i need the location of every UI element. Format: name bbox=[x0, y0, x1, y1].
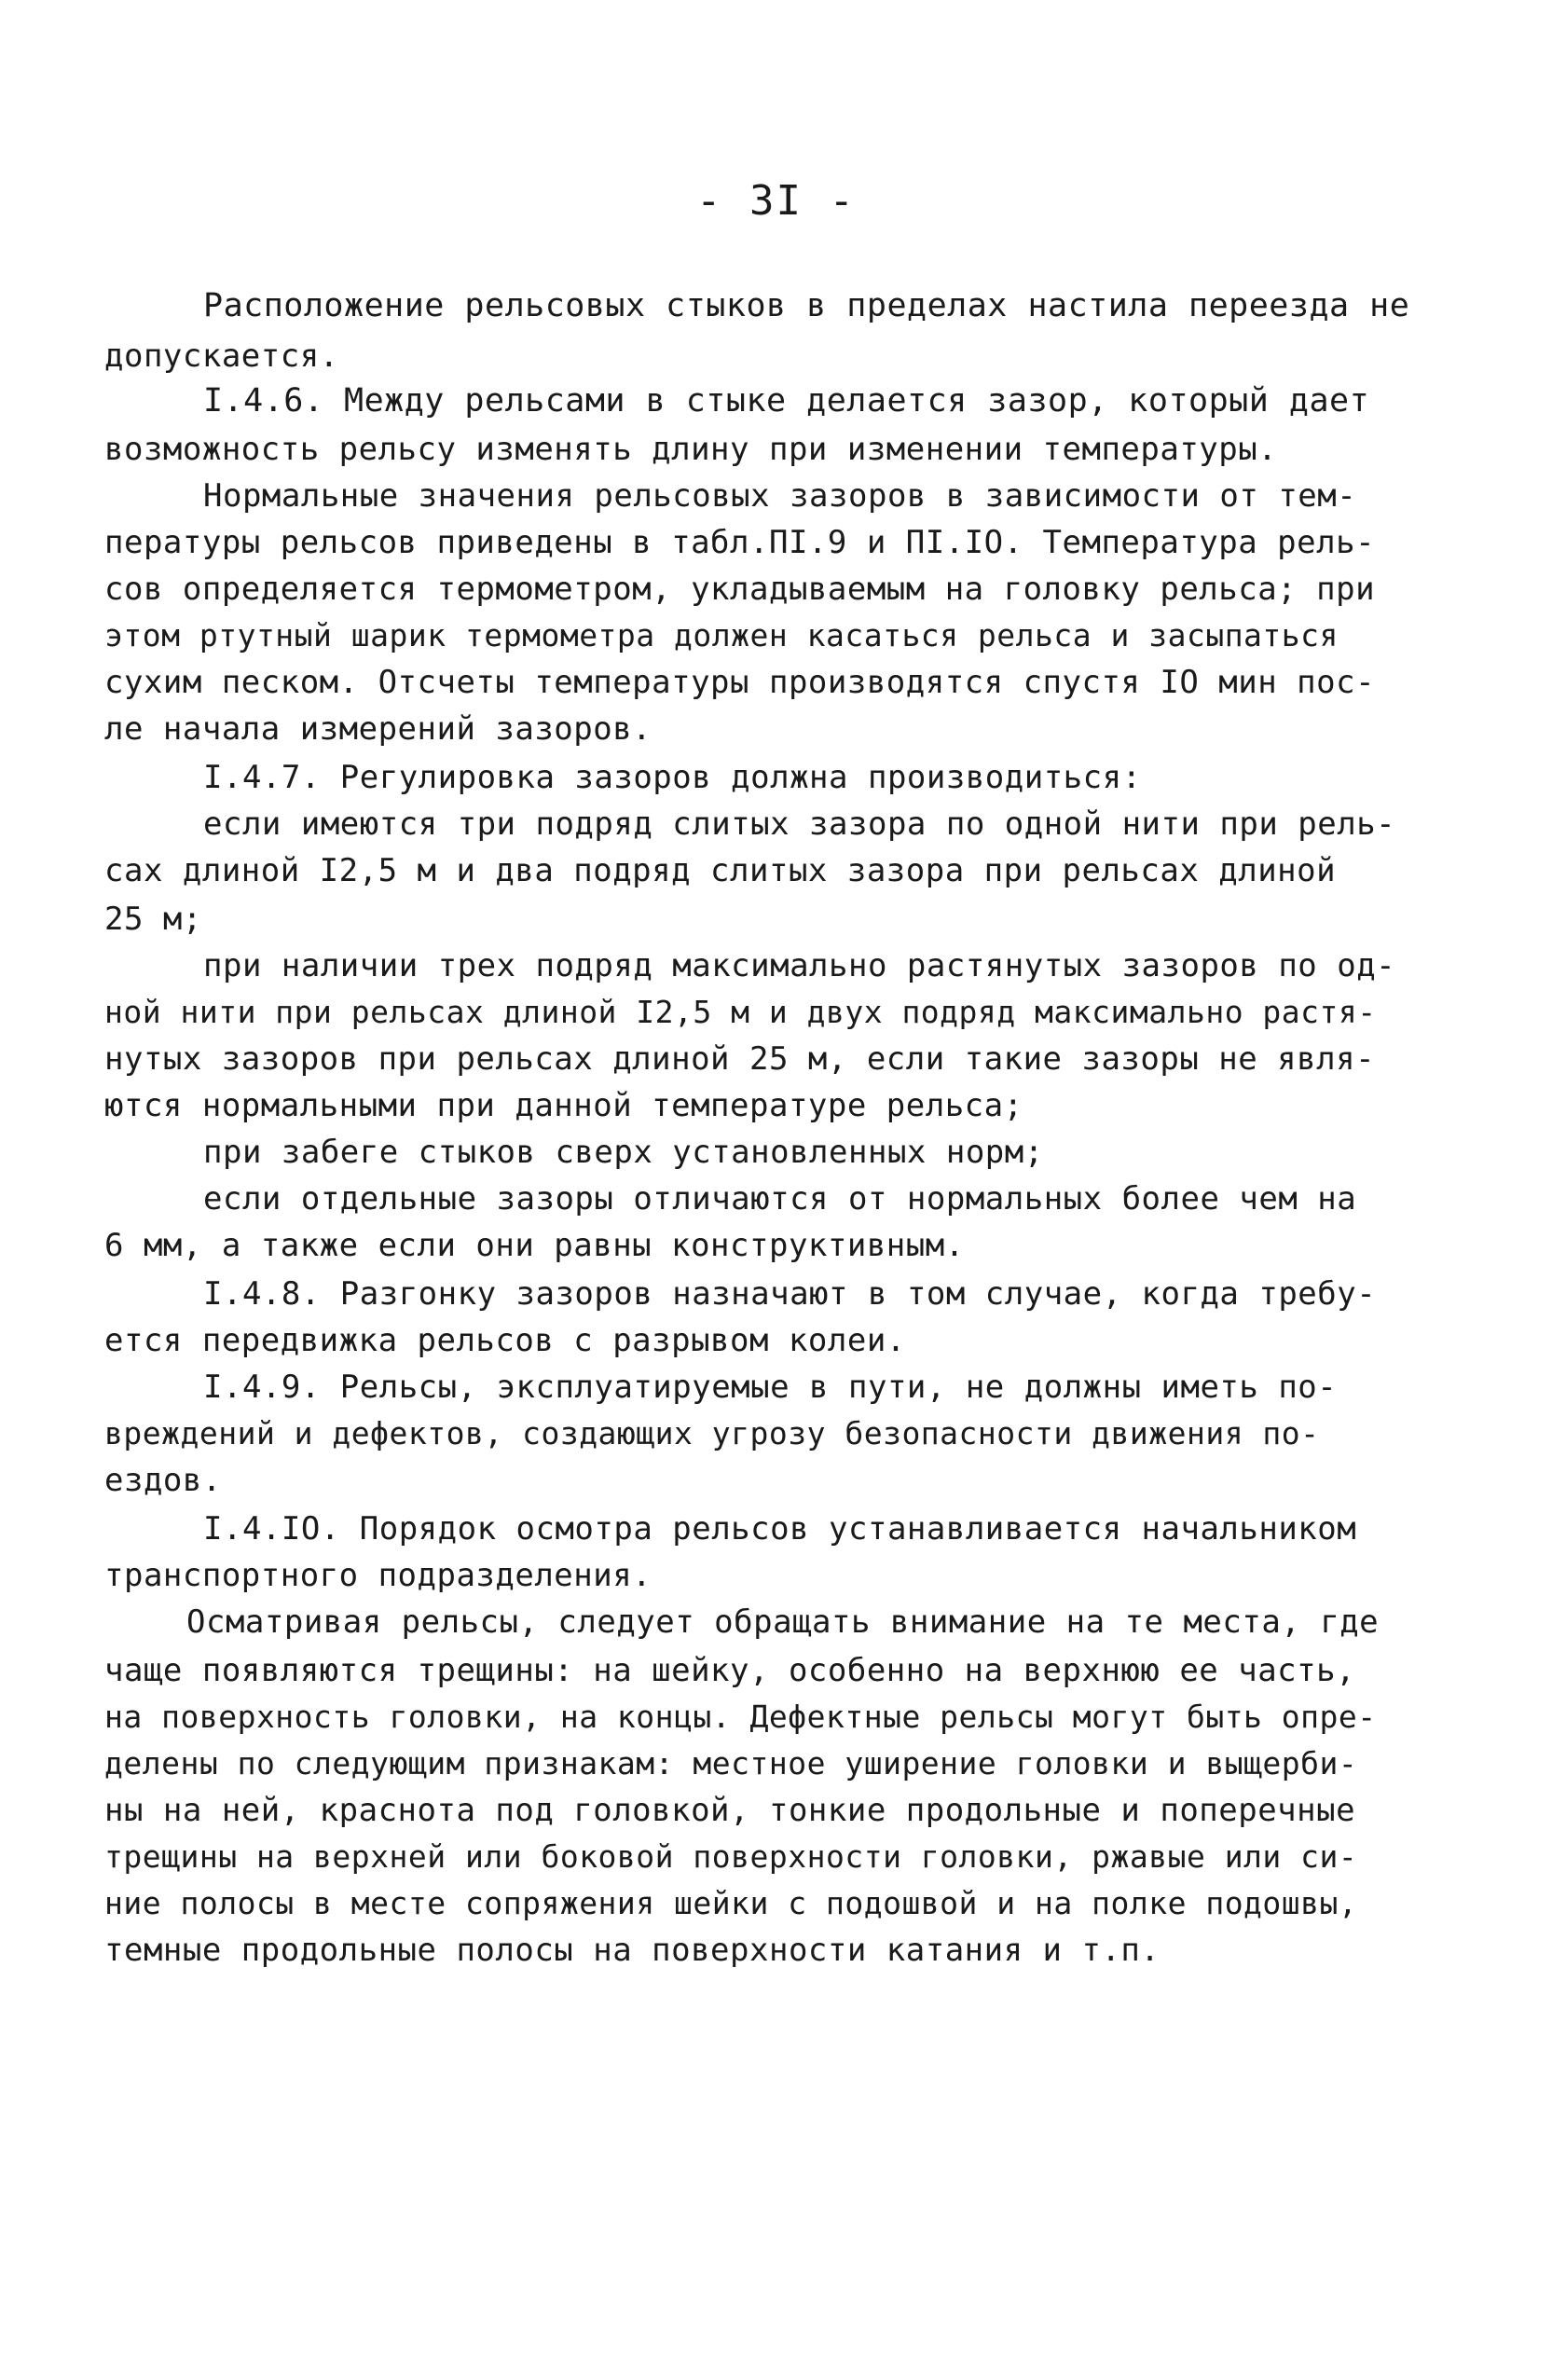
text-line: на поверхность головки, на концы. Дефектные рельсы могут быть опре- bbox=[104, 1699, 1377, 1735]
text-line: ны на ней, краснота под головкой, тонкие продольные и поперечные bbox=[104, 1792, 1356, 1829]
text-line: Расположение рельсовых стыков в пределах настила переезда не bbox=[203, 287, 1410, 324]
text-line: сах длиной I2,5 м и два подряд слитых зазора при рельсах длиной bbox=[104, 852, 1337, 889]
text-line: при наличии трех подряд максимально растянутых зазоров по од- bbox=[203, 947, 1396, 984]
text-line: ездов. bbox=[104, 1462, 222, 1499]
text-line: I.4.9. Рельсы, эксплуатируемые в пути, не должны иметь по- bbox=[203, 1369, 1338, 1406]
text-line: пературы рельсов приведены в табл.ПI.9 и ПI.IO. Температура рель- bbox=[104, 524, 1376, 561]
text-line: трещины на верхней или боковой поверхности головки, ржавые или си- bbox=[104, 1838, 1358, 1875]
text-line: при забеге стыков сверх установленных норм; bbox=[203, 1134, 1044, 1171]
text-line: I.4.7. Регулировка зазоров должна производиться: bbox=[203, 759, 1142, 796]
text-line: I.4.6. Между рельсами в стыке делается зазор, который дает bbox=[203, 382, 1370, 420]
text-line: темные продольные полосы на поверхности катания и т.п. bbox=[104, 1932, 1161, 1969]
text-line: этом ртутный шарик термометра должен касаться рельса и засыпаться bbox=[104, 617, 1339, 653]
text-line: 6 мм, а также если они равны конструктивным. bbox=[104, 1227, 965, 1264]
text-line: если имеются три подряд слитых зазора по одной нити при рель- bbox=[203, 805, 1396, 843]
text-line: 25 м; bbox=[104, 901, 202, 938]
text-line: ле начала измерений зазоров. bbox=[104, 710, 652, 748]
text-line: делены по следующим признакам: местное уширение головки и выщерби- bbox=[104, 1745, 1358, 1782]
text-line: Осматривая рельсы, следует обращать внимание на те места, где bbox=[186, 1603, 1380, 1641]
text-line: нутых зазоров при рельсах длиной 25 м, если такие зазоры не явля- bbox=[104, 1040, 1376, 1078]
text-line: транспортного подразделения. bbox=[104, 1557, 652, 1594]
text-line: Нормальные значения рельсовых зазоров в зависимости от тем- bbox=[203, 477, 1357, 515]
text-line: вреждений и дефектов, создающих угрозу безопасности движения по- bbox=[104, 1415, 1320, 1451]
text-line: сов определяется термометром, укладываемым на головку рельса; при bbox=[104, 571, 1376, 608]
text-line: ной нити при рельсах длиной I2,5 м и двух подряд максимально растя- bbox=[104, 994, 1377, 1030]
text-line: допускается. bbox=[104, 337, 339, 375]
text-line: ется передвижка рельсов с разрывом колеи. bbox=[104, 1322, 906, 1359]
text-line: сухим песком. Отсчеты температуры производятся спустя IO мин пос- bbox=[104, 664, 1376, 701]
text-line: I.4.IO. Порядок осмотра рельсов устанавливается начальником bbox=[203, 1510, 1357, 1548]
text-line: возможность рельсу изменять длину при изменении температуры. bbox=[104, 431, 1278, 468]
text-line: I.4.8. Разгонку зазоров назначают в том случае, когда требу- bbox=[203, 1275, 1377, 1313]
text-line: чаще появляются трещины: на шейку, особенно на верхнюю ее часть, bbox=[104, 1652, 1356, 1689]
text-line: ние полосы в месте сопряжения шейки с подошвой и на полке подошвы, bbox=[104, 1885, 1358, 1921]
text-line: если отдельные зазоры отличаются от нормальных более чем на bbox=[203, 1180, 1357, 1218]
text-line: ются нормальными при данной температуре рельса; bbox=[104, 1087, 1023, 1124]
page-number: - 3I - bbox=[696, 177, 856, 225]
